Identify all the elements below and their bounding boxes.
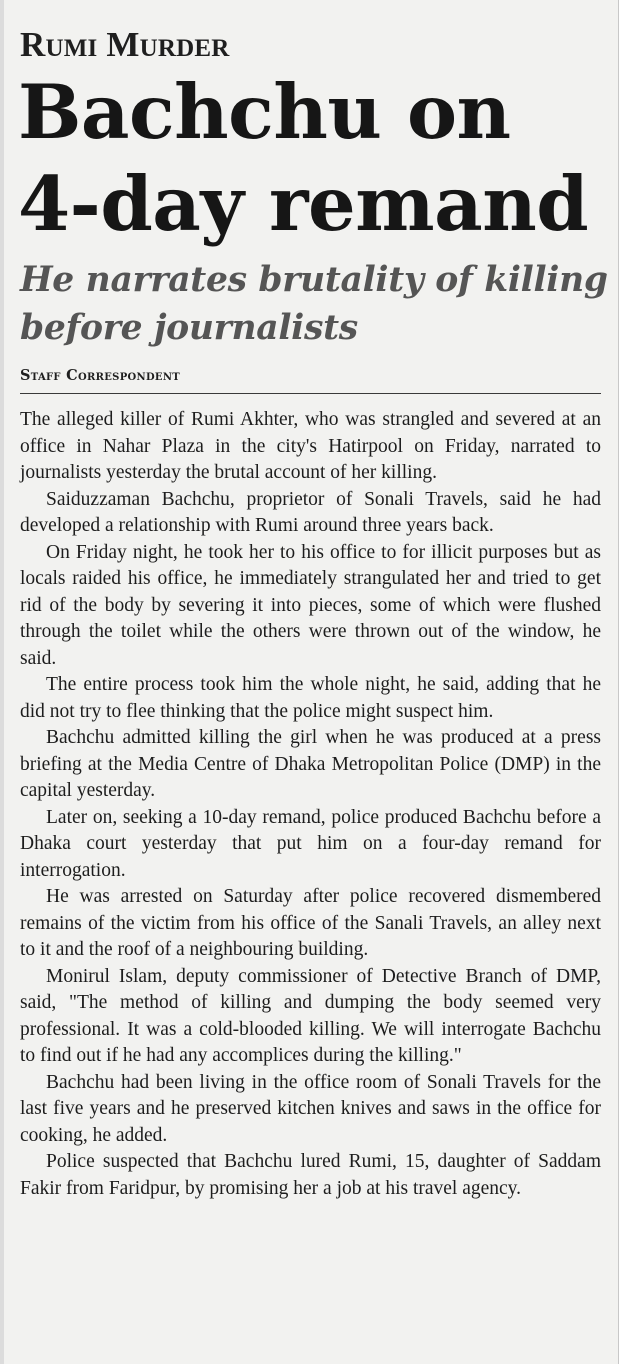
paragraph: Later on, seeking a 10-day remand, police produced Bachchu before a Dhaka court yesterday that put him on a four-day remand for interrogation. (20, 806, 601, 881)
paragraph: Monirul Islam, deputy commissioner of Detective Branch of DMP, said, "The method of killing and dumping the body seemed very professional. It was a cold-blooded killing. We will interrogate Bachchu to find out if he had any accomplices during the killing." (20, 965, 601, 1066)
paragraph: The entire process took him the whole night, he said, adding that he did not try to flee thinking that the police might suspect him. (20, 674, 601, 722)
kicker: Rumi Murder (20, 25, 230, 64)
paragraph: Saiduzzaman Bachchu, proprietor of Sonali Travels, said he had developed a relationship with Rumi around three years back. (20, 488, 601, 536)
headline: Bachchu on 4-day remand (18, 68, 589, 248)
paragraph: He was arrested on Saturday after police recovered dismembered remains of the victim from his office of the Sanali Travels, an alley next to it and the roof of a neighbouring building. (20, 886, 601, 960)
paragraph: Police suspected that Bachchu lured Rumi, 15, daughter of Saddam Fakir from Faridpur, by promising her a job at his travel agency. (20, 1151, 601, 1199)
byline: Staff Correspondent (20, 367, 181, 384)
paragraph: On Friday night, he took her to his office to for illicit purposes but as locals raided his office, he immediately strangulated her and tried to get rid of the body by severing it into pieces, some of which were flushed through the toilet while the others were thrown out of the window, he said. (20, 541, 601, 669)
article-body (20, 407, 601, 1202)
paragraph: Bachchu had been living in the office room of Sonali Travels for the last five years and he preserved kitchen knives and saws in the office for cooking, he added. (20, 1071, 601, 1146)
byline-divider (20, 393, 601, 394)
paragraph: Bachchu admitted killing the girl when he was produced at a press briefing at the Media Centre of Dhaka Metropolitan Police (DMP) in the capital yesterday. (20, 727, 601, 801)
subheadline: He narrates brutality of killing before journalists (20, 260, 608, 348)
paragraph: The alleged killer of Rumi Akhter, who was strangled and severed at an office in Nahar Plaza in the city's Hatirpool on Friday, narrated to journalists yesterday the brutal account of her killing. (20, 409, 601, 483)
column-rule (0, 0, 4, 1364)
